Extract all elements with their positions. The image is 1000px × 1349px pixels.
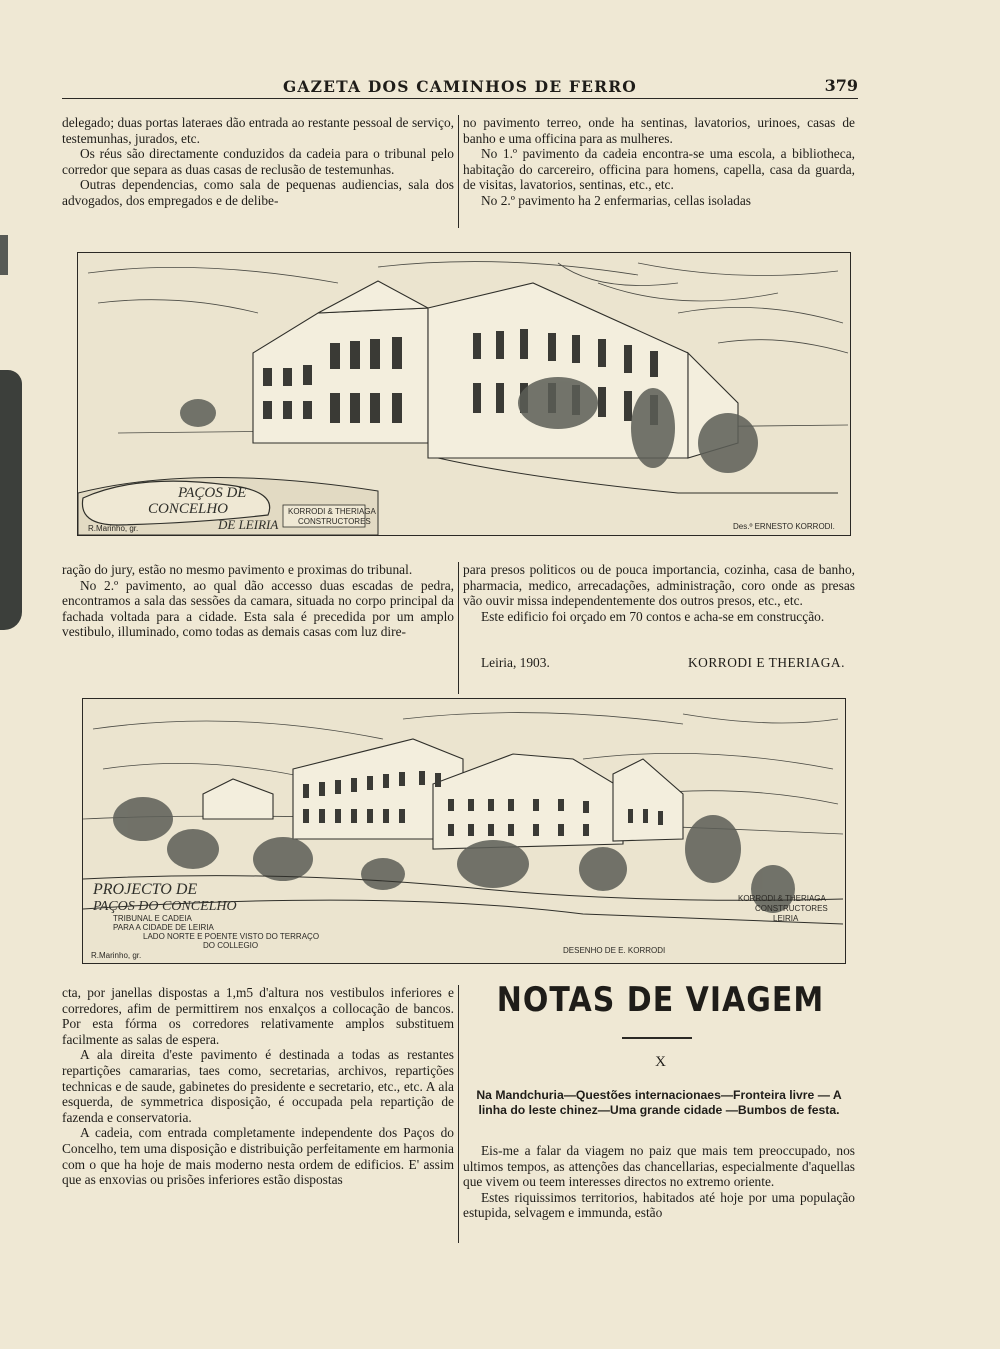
paragraph: cta, por janellas dispostas a 1,m5 d'altura nos vestibulos inferiores e corredores, afim de permittirem nos enxalços a collocação de bancos. Por esta fórma os corredores relativamente amplos substituem facilmente as salas de espera. [62,985,454,1047]
middle-right-column [463,562,855,624]
cartouche-line: PAÇOS DE [178,485,247,501]
paragraph: No 1.º pavimento da cadeia encontra-se uma escola, a bibliotheca, habitação do carcereiro, officina para homens, capella, casa da guarda, de visitas, lavatorios, sentinas, etc., etc. [463,146,855,193]
paragraph: A cadeia, com entrada completamente independente dos Paços do Concelho, tem uma disposição e distribuição perfeitamente em harmonia com o que ha hoje de mais moderno nesta ordem de edificios. E' assim que as enxovias ou prisões inferiores estão dispostas [62,1125,454,1188]
top-left-column [62,115,454,209]
paragraph: ração do jury, estão no mesmo pavimento e proximas do tribunal. [62,562,413,577]
artist-credit: Des.º ERNESTO KORRODI. [733,522,835,531]
article-title: NOTAS DE VIAGEM [496,980,825,1021]
paragraph: Os réus são directamente conduzidos da cadeia para o tribunal pelo corredor que separa as duas casas de reclusão de testemunhas. [62,146,454,177]
paragraph: A ala direita d'este pavimento é destinada a todas as restantes repartições camararias, taes como, secretarias, archivos, repartições technicas e de saude, gabinetes do presidente e secretario, etc., etc. A ala esquerda, de symmetrica disposição, é occupada pela repartição de fazenda e conservatoria. [62,1047,454,1125]
engraving-drawing [78,253,850,535]
paragraph: Outras dependencias, como sala de pequenas audiencias, sala dos advogados, dos empregados e de delibe- [62,177,454,208]
paragraph: No 2.º pavimento ha 2 enfermarias, cellas isoladas [481,192,752,208]
builders-line: CONSTRUCTORES [755,904,828,913]
article-summary: Na Mandchuria—Questões internacionaes—Fronteira livre — A linha do leste chinez—Uma grande cidade —Bumbos de festa. [476,1088,842,1117]
caption-line: PROJECTO DE [93,881,198,898]
page-edge-stain [0,370,22,630]
caption-line: LADO NORTE E POENTE VISTO DO TERRAÇO [143,932,320,941]
builders-line: LEIRIA [773,914,799,923]
caption-line: PAÇOS DO CONCELHO [93,899,237,914]
page-edge-mark [0,235,8,275]
title-rule [622,1037,692,1039]
page-number: 379 [824,76,858,95]
journal-title: GAZETA DOS CAMINHOS DE FERRO [282,77,638,96]
engraver-credit: R.Marinho, gr. [91,951,142,960]
caption-line: PARA A CIDADE DE LEIRIA [113,923,214,932]
builders-line: KORRODI & THERIAGA [738,894,826,903]
caption-line: TRIBUNAL E CADEIA [113,914,192,923]
dateline: Leiria, 1903. [481,655,550,670]
plaque-line: KORRODI & THERIAGA [288,507,376,516]
column-rule [458,985,459,1243]
cartouche-line: DE LEIRIA [218,517,279,532]
caption-line: DO COLLEGIO [203,941,259,950]
engraving-drawing [83,699,845,963]
paragraph: no pavimento terreo, onde ha sentinas, lavatorios, urinoes, casas de banho e uma officina para as mulheres. [463,115,855,146]
artist-credit: DESENHO DE E. KORRODI [563,946,666,955]
notas-column [463,1143,855,1221]
column-rule [458,115,459,228]
bottom-left-column [62,985,454,1188]
paragraph: delegado; duas portas lateraes dão entrada ao restante pessoal de serviço, testemunhas, jurados, etc. [62,115,454,146]
paragraph: Estes riquissimos territorios, habitados até hoje por uma população estupida, selvagem e immunda, estão [463,1189,855,1221]
paragraph: para presos politicos ou de pouca importancia, cozinha, casa de banho, pharmacia, medico, arrecadações, administração, coro onde as presas vão ouvir missa independentemente dos outros presos, etc., etc. [463,562,855,609]
engraving-town-hall-north-west [82,698,846,964]
authors-signature: KORRODI E THERIAGA. [688,655,845,670]
middle-left-column [62,562,454,640]
paragraph: Eis-me a falar da viagem no paiz que mais tem preoccupado, nos ultimos tempos, as attenções das chancellarias, especialmente d'aquellas que vivem ou teem interesses directos no extremo oriente. [463,1143,855,1190]
cartouche-line: CONCELHO [148,501,229,517]
paragraph: No 2.º pavimento, ao qual dão accesso duas escadas de pedra, encontramos a sala das sessões da camara, situada no corpo principal da fachada voltada para a cidade. Esta sala é precedida por um amplo vestibulo, illuminado, como todas as demais casas com luz dire- [62,577,454,640]
running-head [62,76,858,99]
paragraph: Este edificio foi orçado em 70 contos e acha-se em construcção. [481,608,825,624]
column-rule [458,562,459,694]
article-number: X [655,1054,666,1070]
engraver-credit: R.Marinho, gr. [88,524,139,533]
top-right-column [463,115,855,209]
engraving-town-hall-front [77,252,851,536]
plaque-line: CONSTRUCTORES [298,517,371,526]
